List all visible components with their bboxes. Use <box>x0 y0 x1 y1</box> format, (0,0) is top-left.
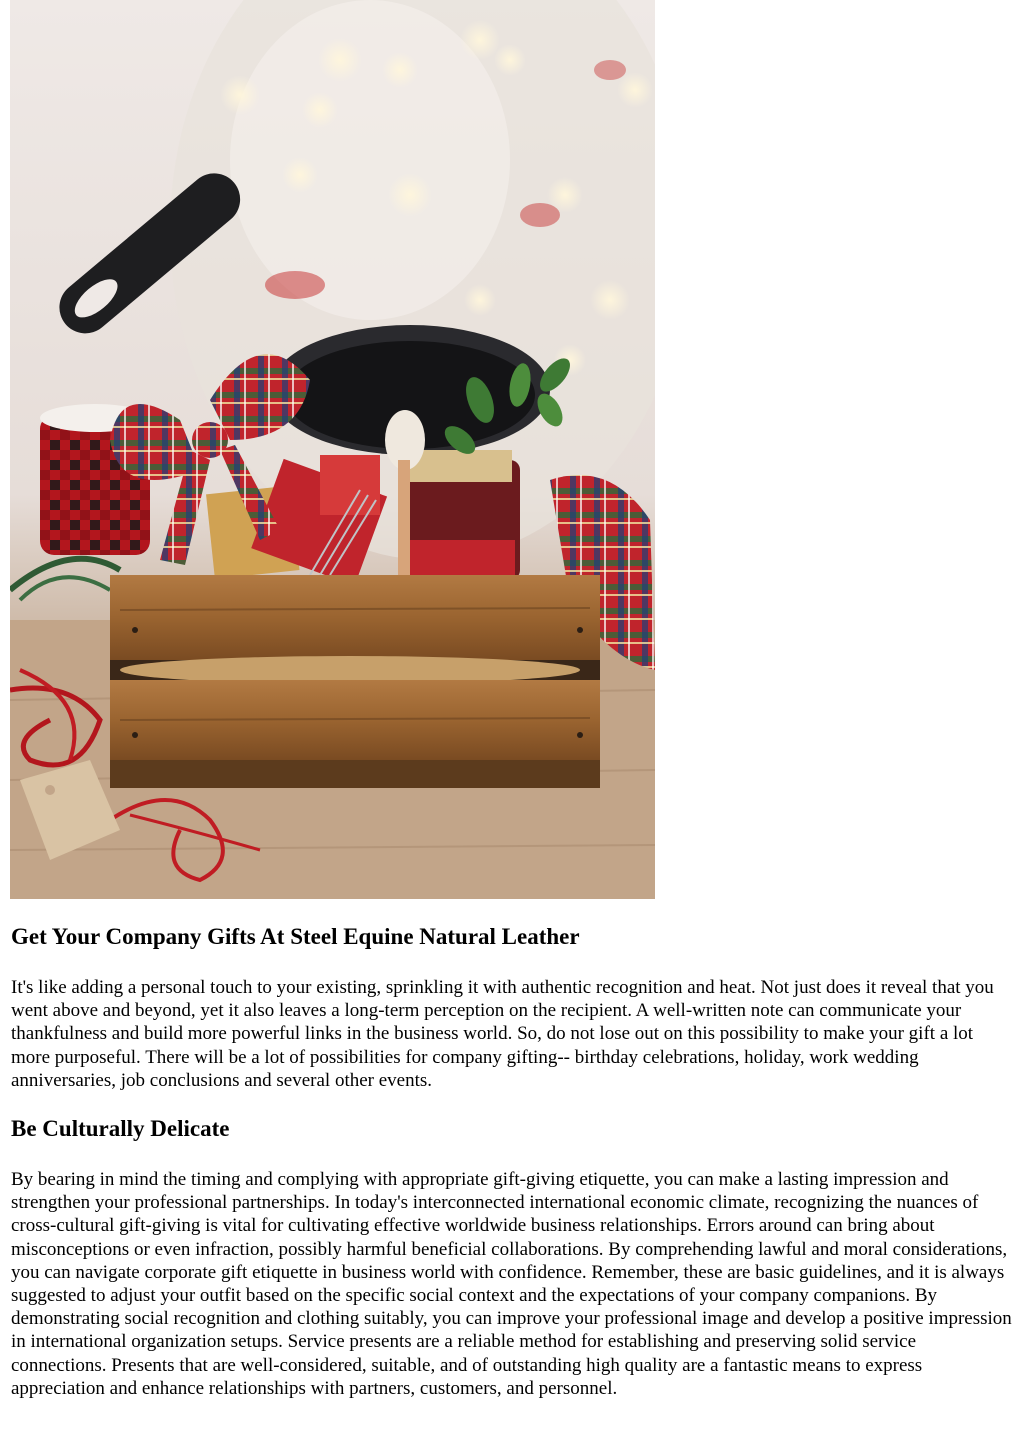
hero-image <box>10 0 655 899</box>
gift-basket-illustration <box>10 0 655 899</box>
section-heading-culturally-delicate: Be Culturally Delicate <box>11 1116 230 1141</box>
paragraph-culturally-delicate: By bearing in mind the timing and complying with appropriate gift-giving etiquette, you can make a lasting impression and strengthen your professional partnerships. In today's interconnected international economic climate, recognizing the nuances of cross-cultural gift-giving is vital for cultivating effective worldwide business relationships. Errors around can bring about misconceptions or even infraction, possibly harmful beneficial collaborations. By comprehending lawful and moral considerations, you can navigate corporate gift etiquette in business world with confidence. Remember, these are basic guidelines, and it is always suggested to adjust your outfit based on the specific social context and the expectations of your company companions. By demonstrating social recognition and clothing suitably, you can improve your professional image and develop a positive impression in international organization setups. Service presents are a reliable method for establishing and preserving solid service connections. Presents that are well-considered, suitable, and of outstanding high quality are a fantastic means to express appreciation and enhance relationships with partners, customers, and personnel. <box>11 1169 1012 1399</box>
paragraph-company-gifts: It's like adding a personal touch to your existing, sprinkling it with authentic recognition and heat. Not just does it reveal that you went above and beyond, yet it also leaves a long-term perception on the recipient. A well-written note can communicate your thankfulness and build more powerful links in the business world. So, do not lose out on this possibility to make your gift a lot more purposeful. There will be a lot of possibilities for company gifting-- birthday celebrations, holiday, work wedding anniversaries, job conclusions and several other events. <box>11 977 994 1091</box>
section-heading-company-gifts: Get Your Company Gifts At Steel Equine Natural Leather <box>11 924 580 949</box>
